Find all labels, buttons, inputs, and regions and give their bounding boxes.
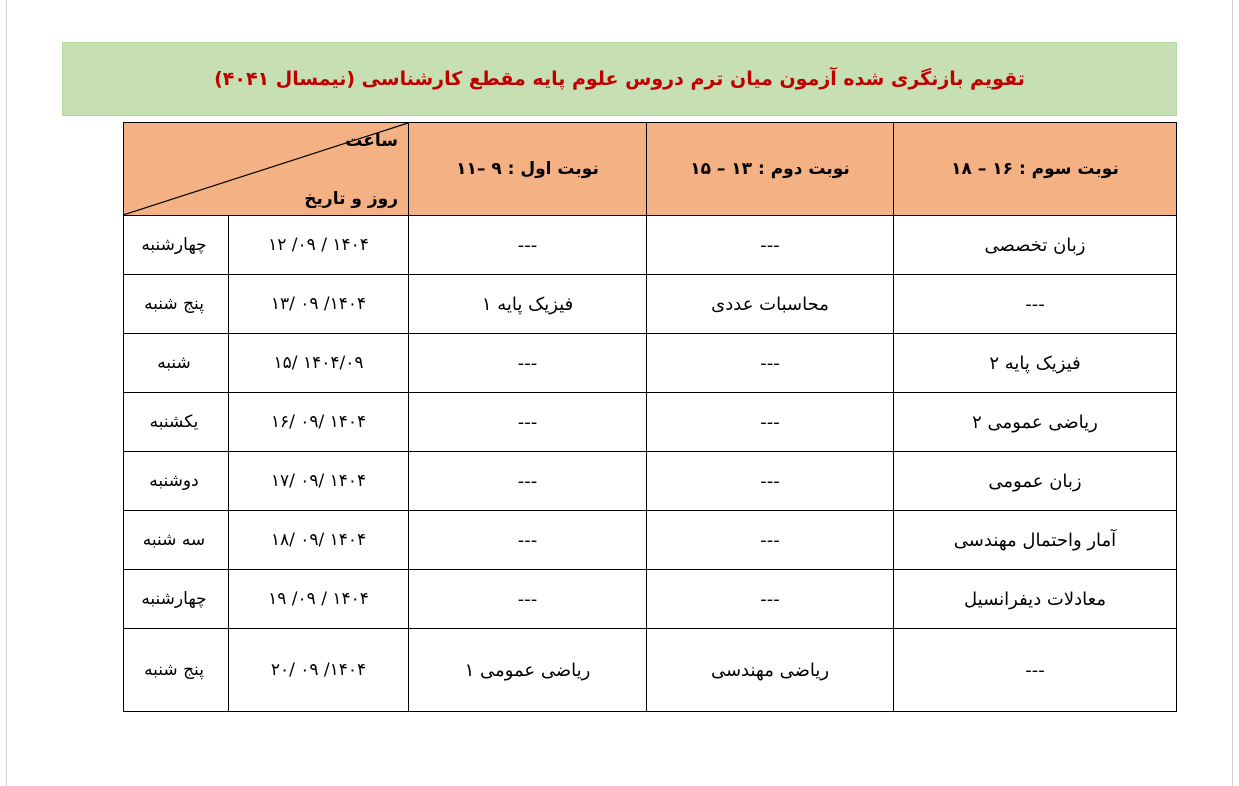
corner-header-cell: [124, 123, 409, 216]
cell-first-slot: ---: [409, 334, 647, 393]
cell-date: ۱۴۰۴ /۰۹ /۱۶: [229, 393, 409, 452]
table-header-row: [124, 123, 1177, 216]
cell-day: دوشنبه: [124, 452, 229, 511]
cell-third-slot: زبان عمومی: [894, 452, 1177, 511]
cell-third-slot: ریاضی عمومی ۲: [894, 393, 1177, 452]
table-row: [124, 216, 1177, 275]
cell-first-slot: ---: [409, 452, 647, 511]
column-header-first-slot: نوبت اول : ۹ –۱۱: [409, 123, 647, 216]
cell-day: پنج شنبه: [124, 275, 229, 334]
cell-day: شنبه: [124, 334, 229, 393]
cell-second-slot: ---: [647, 511, 894, 570]
table-row: [124, 334, 1177, 393]
cell-day: چهارشنبه: [124, 216, 229, 275]
cell-second-slot: ---: [647, 452, 894, 511]
corner-header-time-label: ساعت: [345, 131, 398, 151]
cell-first-slot: ---: [409, 511, 647, 570]
cell-third-slot: ---: [894, 275, 1177, 334]
page-right-rule: [1232, 0, 1233, 786]
cell-date: ۱۴۰۴/ ۰۹ /۱۳: [229, 275, 409, 334]
cell-date: ۱۴۰۴/۰۹ /۱۵: [229, 334, 409, 393]
table-row: [124, 629, 1177, 712]
cell-third-slot: ---: [894, 629, 1177, 712]
cell-second-slot: محاسبات عددی: [647, 275, 894, 334]
cell-second-slot: ---: [647, 216, 894, 275]
cell-second-slot: ریاضی مهندسی: [647, 629, 894, 712]
cell-first-slot: ---: [409, 393, 647, 452]
table-row: [124, 393, 1177, 452]
table-row: [124, 275, 1177, 334]
cell-second-slot: ---: [647, 334, 894, 393]
cell-third-slot: معادلات دیفرانسیل: [894, 570, 1177, 629]
cell-third-slot: آمار واحتمال مهندسی: [894, 511, 1177, 570]
document-content: [62, 42, 1177, 712]
cell-first-slot: فیزیک پایه ۱: [409, 275, 647, 334]
cell-first-slot: ---: [409, 570, 647, 629]
cell-first-slot: ---: [409, 216, 647, 275]
cell-date: ۱۴۰۴ /۰۹ /۱۸: [229, 511, 409, 570]
cell-date: ۱۴۰۴ /۰۹ /۱۷: [229, 452, 409, 511]
table-header: [124, 123, 1177, 216]
column-header-third-slot: نوبت سوم : ۱۶ – ۱۸: [894, 123, 1177, 216]
cell-day: چهارشنبه: [124, 570, 229, 629]
table-body: [124, 216, 1177, 712]
cell-second-slot: ---: [647, 393, 894, 452]
cell-third-slot: فیزیک پایه ۲: [894, 334, 1177, 393]
title-banner: [62, 42, 1177, 116]
cell-third-slot: زبان تخصصی: [894, 216, 1177, 275]
table-row: [124, 570, 1177, 629]
cell-date: ۱۴۰۴ / ۰۹/ ۱۹: [229, 570, 409, 629]
table-row: [124, 511, 1177, 570]
exam-schedule-table: [123, 122, 1177, 712]
table-row: [124, 452, 1177, 511]
cell-second-slot: ---: [647, 570, 894, 629]
page-left-rule: [6, 0, 7, 786]
page-title: تقویم بازنگری شده آزمون میان ترم دروس علوم پایه مقطع کارشناسی (نیمسال ۴۰۴۱): [214, 68, 1025, 90]
cell-day: پنج شنبه: [124, 629, 229, 712]
cell-day: یکشنبه: [124, 393, 229, 452]
cell-day: سه شنبه: [124, 511, 229, 570]
cell-first-slot: ریاضی عمومی ۱: [409, 629, 647, 712]
cell-date: ۱۴۰۴/ ۰۹ /۲۰: [229, 629, 409, 712]
cell-date: ۱۴۰۴ / ۰۹/ ۱۲: [229, 216, 409, 275]
column-header-second-slot: نوبت دوم : ۱۳ – ۱۵: [647, 123, 894, 216]
corner-header-day-label: روز و تاریخ: [304, 189, 398, 209]
